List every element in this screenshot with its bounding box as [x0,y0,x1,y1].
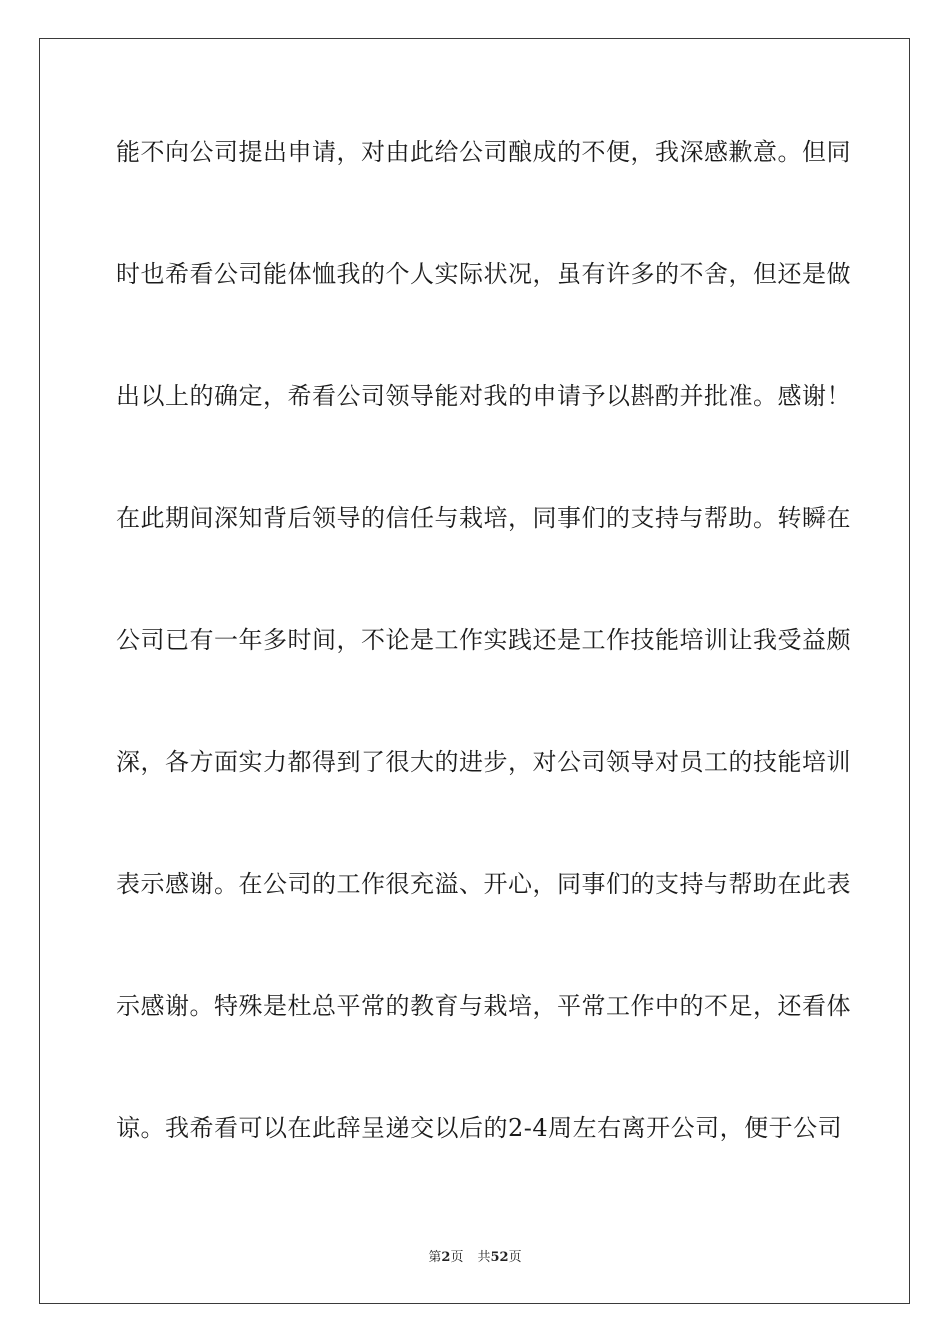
text-line-6: 深，各方面实力都得到了很大的进步，对公司领导对员工的技能培训 [116,748,851,776]
text-line-4: 在此期间深知背后领导的信任与栽培，同事们的支持与帮助。转瞬在 [116,504,851,532]
text-line-9: 谅。我希看可以在此辞呈递交以后的2-4周左右离开公司，便于公司 [116,1114,843,1142]
text-line-5: 公司已有一年多时间，不论是工作实践还是工作技能培训让我受益颇 [116,626,851,654]
text-line-1: 能不向公司提出申请，对由此给公司酿成的不便，我深感歉意。但同 [116,138,851,166]
total-prefix: 共 [477,1250,491,1265]
page-number: 2 [441,1250,451,1265]
page-footer [0,1246,950,1265]
text-line-7: 表示感谢。在公司的工作很充溢、开心，同事们的支持与帮助在此表 [116,870,851,898]
total-suffix: 页 [508,1250,522,1265]
text-line-3: 出以上的确定，希看公司领导能对我的申请予以斟酌并批准。感谢！ [116,382,851,410]
text-line-2: 时也希看公司能体恤我的个人实际状况，虽有许多的不舍，但还是做 [116,260,851,288]
text-line-8: 示感谢。特殊是杜总平常的教育与栽培，平常工作中的不足，还看体 [116,992,851,1020]
total-pages: 52 [490,1250,509,1265]
document-body [116,126,851,1224]
page-suffix: 页 [450,1250,464,1265]
page-prefix: 第 [428,1250,442,1265]
